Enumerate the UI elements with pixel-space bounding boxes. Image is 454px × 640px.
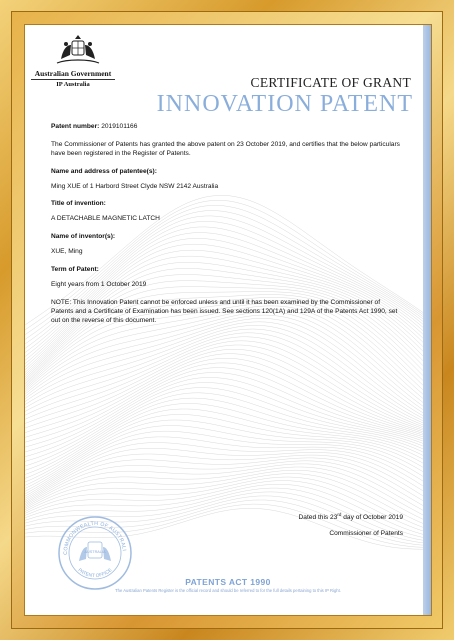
enforcement-note: NOTE: This Innovation Patent cannot be enforced unless and until it has been examined by the Commissioner of Patents and a Certificate of Examination has been issued. See sections 120(1A) and 129A of the Patents Act 1990, set out on the reverse of this document. — [51, 298, 398, 324]
patentee-label: Name and address of patentee(s): — [51, 167, 157, 175]
certificate-body — [51, 123, 401, 325]
term-value: Eight years from 1 October 2019 — [51, 280, 147, 288]
dated-line: Dated this 23rd day of October 2019 — [298, 512, 403, 522]
patent-number-label: Patent number: — [51, 123, 100, 130]
government-name: Australian Government — [31, 69, 115, 80]
coat-of-arms-icon — [43, 33, 113, 69]
patent-type-title: INNOVATION PATENT — [156, 91, 413, 117]
agency-name: IP Australia — [56, 81, 90, 88]
certificate-heading: CERTIFICATE OF GRANT — [250, 75, 411, 90]
grant-statement: The Commissioner of Patents has granted the above patent on 23 October 2019, and certifies that the below particulars have been registered in the Register of Patents. — [51, 140, 400, 157]
term-label: Term of Patent: — [51, 266, 99, 274]
seal-outer-text: COMMONWEALTH OF AUSTRALI — [62, 520, 127, 555]
inventor-label: Name of inventor(s): — [51, 233, 116, 241]
commissioner-title: Commissioner of Patents — [329, 530, 403, 537]
inventor-value: XUE, Ming — [51, 248, 83, 256]
seal-center-text: AUSTRALIA — [84, 550, 106, 554]
patent-number: 2019101166 — [101, 123, 138, 130]
title-value: A DETACHABLE MAGNETIC LATCH — [51, 215, 160, 223]
svg-text:COMMONWEALTH OF AUSTRALIA — [57, 515, 127, 555]
certificate-paper — [24, 24, 432, 616]
patents-act: PATENTS ACT 1990 — [185, 577, 271, 587]
title-label: Title of invention: — [51, 200, 106, 208]
register-footnote: The Australian Patents Register is the official record and should be referred to for the full details pertaining to this IP Right. — [115, 588, 341, 593]
patentee-value: Ming XUE of 1 Harbord Street Clyde NSW 2142 Australia — [51, 182, 219, 190]
seal-bottom-text: PATENT OFFICE — [76, 568, 114, 580]
blue-edge-strip — [423, 25, 431, 615]
